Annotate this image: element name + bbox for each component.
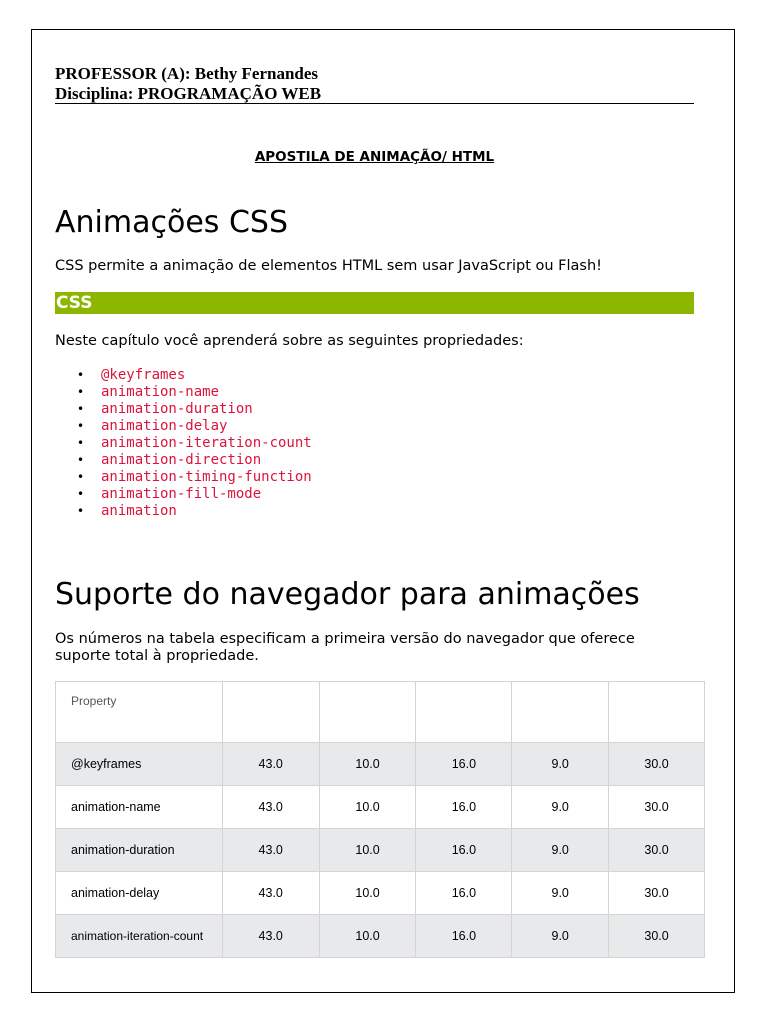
property-cell: animation-iteration-count: [56, 915, 223, 958]
discipline-line: Disciplina: PROGRAMAÇÃO WEB: [55, 84, 322, 103]
version-cell: 16.0: [416, 786, 512, 829]
bullet: •: [77, 504, 85, 518]
property-cell: animation-name: [56, 786, 223, 829]
property-code: @keyframes: [101, 367, 186, 383]
table-row: [56, 872, 705, 915]
property-cell: animation-duration: [56, 829, 223, 872]
table-header-row: [56, 682, 705, 743]
document-title: APOSTILA DE ANIMAÇÃO/ HTML: [254, 149, 495, 165]
property-code: animation-iteration-count: [101, 435, 312, 451]
section-heading-browser-support: Suporte do navegador para animações: [55, 577, 640, 612]
version-cell: 9.0: [512, 743, 609, 786]
version-cell: 43.0: [222, 786, 319, 829]
property-code: animation: [101, 503, 177, 519]
property-code: animation-fill-mode: [101, 486, 262, 502]
bullet: •: [77, 419, 85, 433]
bullet: •: [77, 470, 85, 484]
version-cell: 9.0: [512, 872, 609, 915]
property-code: animation-delay: [101, 418, 228, 434]
version-cell: 30.0: [609, 829, 705, 872]
version-cell: 9.0: [512, 915, 609, 958]
table-header-property: Property: [56, 682, 223, 743]
browser-support-table: [55, 681, 705, 958]
properties-lead: Neste capítulo você aprenderá sobre as seguintes propriedades:: [55, 333, 524, 349]
version-cell: 9.0: [512, 829, 609, 872]
version-cell: 43.0: [222, 872, 319, 915]
version-cell: 16.0: [416, 829, 512, 872]
version-cell: 43.0: [222, 915, 319, 958]
support-paragraph: Os números na tabela especificam a primeira versão do navegador que oferece suporte total à propriedade.: [55, 631, 635, 664]
bullet: •: [77, 368, 85, 382]
table-row: [56, 786, 705, 829]
property-code: animation-duration: [101, 401, 253, 417]
version-cell: 9.0: [512, 786, 609, 829]
version-cell: 10.0: [319, 786, 416, 829]
section-heading-animations: Animações CSS: [55, 205, 288, 240]
property-cell: animation-delay: [56, 872, 223, 915]
list-item: [55, 503, 312, 520]
version-cell: 43.0: [222, 743, 319, 786]
bullet: •: [77, 487, 85, 501]
table-row: [56, 829, 705, 872]
version-cell: 10.0: [319, 743, 416, 786]
browser-header-cell: [319, 682, 416, 743]
version-cell: 10.0: [319, 872, 416, 915]
property-code: animation-timing-function: [101, 469, 312, 485]
version-cell: 30.0: [609, 743, 705, 786]
property-list: [55, 367, 312, 520]
property-code: animation-direction: [101, 452, 262, 468]
version-cell: 16.0: [416, 743, 512, 786]
bullet: •: [77, 453, 85, 467]
table-row: [56, 743, 705, 786]
css-band-label: CSS: [55, 292, 694, 314]
browser-header-cell: [609, 682, 705, 743]
version-cell: 30.0: [609, 915, 705, 958]
bullet: •: [77, 385, 85, 399]
intro-paragraph: CSS permite a animação de elementos HTML sem usar JavaScript ou Flash!: [55, 258, 602, 274]
professor-line: PROFESSOR (A): Bethy Fernandes: [55, 64, 319, 83]
version-cell: 10.0: [319, 829, 416, 872]
version-cell: 10.0: [319, 915, 416, 958]
browser-header-cell: [416, 682, 512, 743]
browser-header-cell: [222, 682, 319, 743]
list-item: [55, 486, 312, 503]
version-cell: 30.0: [609, 786, 705, 829]
list-item: [55, 384, 312, 401]
list-item: [55, 452, 312, 469]
table-row: [56, 915, 705, 958]
bullet: •: [77, 402, 85, 416]
list-item: [55, 435, 312, 452]
version-cell: 30.0: [609, 872, 705, 915]
version-cell: 16.0: [416, 872, 512, 915]
list-item: [55, 469, 312, 486]
header-divider: [55, 103, 694, 104]
browser-header-cell: [512, 682, 609, 743]
version-cell: 16.0: [416, 915, 512, 958]
property-cell: @keyframes: [56, 743, 223, 786]
document-header: [55, 64, 694, 104]
list-item: [55, 367, 312, 384]
property-code: animation-name: [101, 384, 220, 400]
list-item: [55, 418, 312, 435]
version-cell: 43.0: [222, 829, 319, 872]
list-item: [55, 401, 312, 418]
bullet: •: [77, 436, 85, 450]
